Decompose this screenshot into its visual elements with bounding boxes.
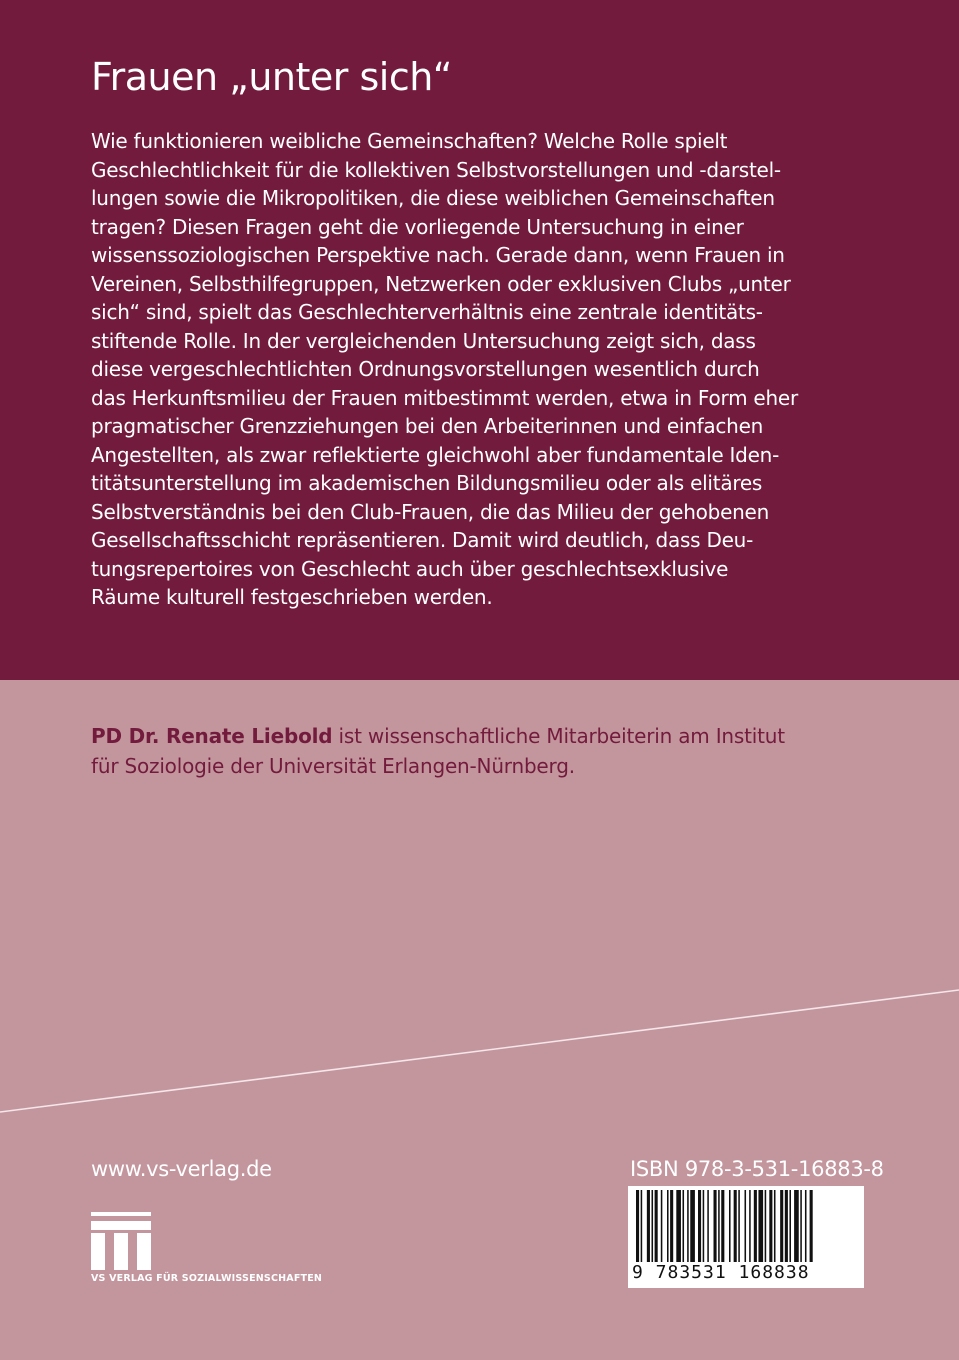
barcode-bar — [698, 1190, 701, 1262]
blurb-line: Wie funktionieren weibliche Gemeinschaften? Welche Rolle spielt — [91, 129, 728, 153]
barcode-bar — [785, 1190, 788, 1262]
barcode-bar — [800, 1190, 802, 1262]
barcode-bar — [734, 1190, 737, 1262]
barcode-bar — [661, 1190, 663, 1262]
barcode-bar — [754, 1190, 757, 1262]
blurb-line: das Herkunftsmilieu der Frauen mitbestimmt werden, etwa in Form eher — [91, 385, 798, 410]
blurb-line: Selbstverständnis bei den Club-Frauen, die das Milieu der gehobenen — [91, 499, 770, 524]
barcode-bar — [652, 1190, 654, 1262]
isbn-label: ISBN 978-3-531-16883-8 — [630, 1157, 884, 1181]
blurb-line: Räume kulturell festgeschrieben werden. — [91, 585, 493, 609]
blurb-line: sich“ sind, spielt das Geschlechterverhältnis eine zentrale identitäts- — [91, 300, 763, 324]
blurb-line: tragen? Diesen Fragen geht die vorliegende Untersuchung in einer — [91, 214, 744, 239]
author-bio-text: ist wissenschaftliche Mitarbeiterin am Institut — [332, 724, 785, 748]
barcode-bar — [810, 1190, 813, 1262]
blurb-text — [91, 127, 881, 612]
author-bio-line: für Soziologie der Universität Erlangen-Nürnberg. — [91, 754, 575, 778]
publisher-url: www.vs-verlag.de — [91, 1157, 272, 1181]
blurb-line: Geschlechtlichkeit für die kollektiven Selbstvorstellungen und -darstel- — [91, 157, 781, 182]
barcode-bar — [687, 1190, 689, 1262]
blurb-line: lungen sowie die Mikropolitiken, die diese weiblichen Gemeinschaften — [91, 186, 775, 210]
barcode-bar — [745, 1190, 747, 1262]
barcode-bar — [729, 1190, 731, 1262]
blurb-line: Gesellschaftsschicht repräsentieren. Damit wird deutlich, dass Deu- — [91, 528, 754, 552]
barcode-bar — [676, 1190, 681, 1262]
book-title: Frauen „unter sich“ — [91, 55, 452, 99]
barcode-bar — [670, 1190, 673, 1262]
barcode-bar — [780, 1190, 783, 1262]
barcode-bar — [758, 1190, 763, 1262]
barcode-bar — [655, 1190, 658, 1262]
barcode-bar — [749, 1190, 751, 1262]
barcode-bar — [789, 1190, 791, 1262]
barcode-bar — [765, 1190, 767, 1262]
blurb-line: Vereinen, Selbsthilfegruppen, Netzwerken oder exklusiven Clubs „unter — [91, 271, 791, 296]
blurb-line: tungsrepertoires von Geschlecht auch über geschlechtsexklusive — [91, 556, 729, 581]
barcode-bar — [667, 1190, 669, 1262]
author-name: PD Dr. Renate Liebold — [91, 724, 333, 748]
blurb-line: diese vergeschlechtlichten Ordnungsvorstellungen wesentlich durch — [91, 357, 760, 381]
blurb-line: stiftende Rolle. In der vergleichenden Untersuchung zeigt sich, dass — [91, 328, 756, 353]
blurb-line: wissenssoziologischen Perspektive nach. Gerade dann, wenn Frauen in — [91, 243, 785, 267]
barcode-bar — [636, 1190, 639, 1262]
author-bio — [91, 721, 891, 781]
barcode-bar — [721, 1190, 724, 1262]
barcode-bar — [774, 1190, 776, 1262]
blurb-line: pragmatischer Grenzziehungen bei den Arbeiterinnen und einfachen — [91, 414, 764, 438]
barcode-bar — [690, 1190, 695, 1262]
barcode-bar — [805, 1190, 807, 1262]
barcode-bar — [714, 1190, 717, 1262]
barcode-bar — [703, 1190, 705, 1262]
author-bio-line — [91, 721, 891, 751]
barcode-digits: 9 783531 168838 — [632, 1262, 810, 1283]
barcode-bar — [707, 1190, 709, 1262]
blurb-line: titätsunterstellung im akademischen Bildungsmilieu oder als elitäres — [91, 471, 763, 495]
barcode-bar — [718, 1190, 720, 1262]
barcode-bar — [641, 1190, 643, 1262]
barcode-bar — [647, 1190, 650, 1262]
publisher-name: VS VERLAG FÜR SOZIALWISSENSCHAFTEN — [91, 1273, 323, 1284]
barcode-bar — [769, 1190, 772, 1262]
barcode-bar — [683, 1190, 685, 1262]
barcode-bar — [738, 1190, 740, 1262]
barcode-bar — [794, 1190, 799, 1262]
blurb-line: Angestellten, als zwar reflektierte gleichwohl aber fundamentale Iden- — [91, 442, 780, 467]
